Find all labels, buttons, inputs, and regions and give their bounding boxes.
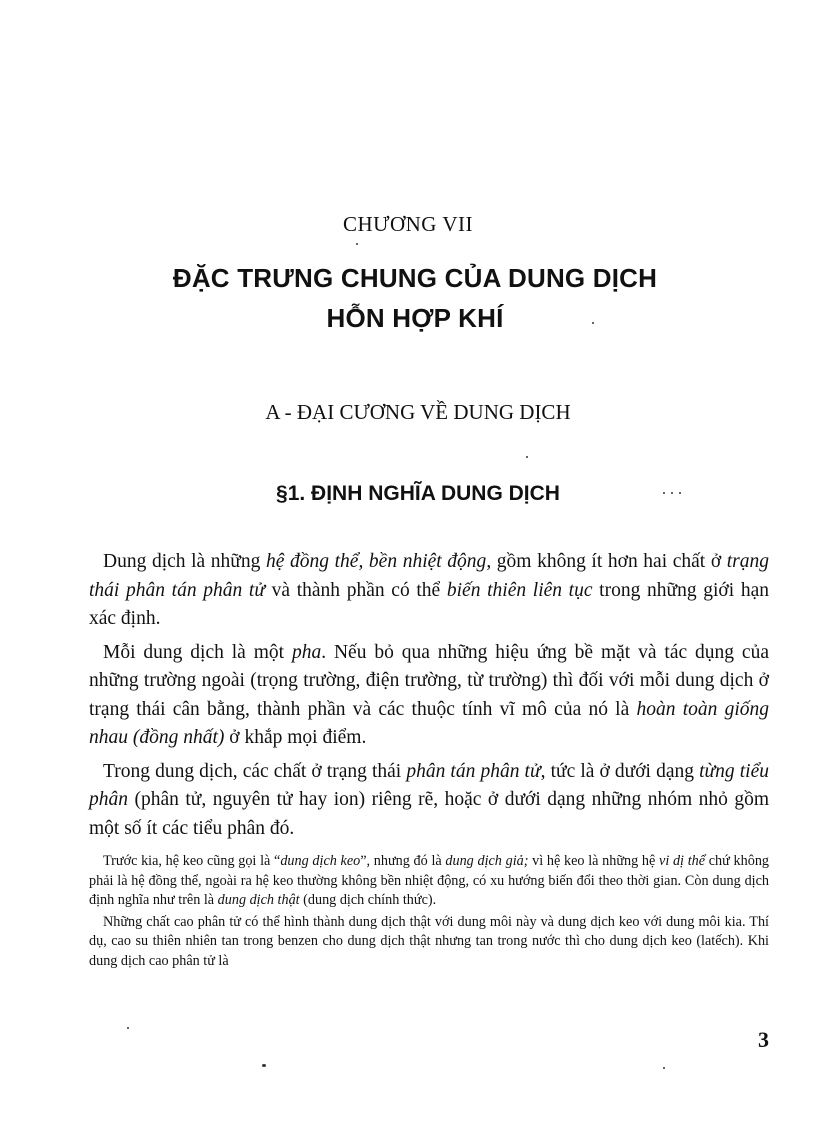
italic-term: dung dịch thật: [217, 892, 300, 908]
scan-speck: [679, 492, 681, 494]
italic-term: vi dị thể: [659, 853, 706, 869]
paragraph-definition: [89, 548, 769, 634]
scan-speck: [262, 1064, 266, 1067]
chapter-title-line-2: HỖN HỢP KHÍ: [326, 303, 504, 333]
text-run: Dung dịch là những: [103, 551, 266, 572]
italic-term: biến thiên liên tục: [446, 579, 593, 601]
note-polymer: Những chất cao phân tử có thể hình thành dung dịch thật với dung môi này và dung dịch keo với dung môi kia. Thí dụ, cao su thiên nhiên tan trong benzen cho dung dịch thật nhưng tan trong nước thì cho dung dịch keo (latếch). Khi dung dịch cao phân tử là: [89, 913, 769, 969]
paragraph-phase: [89, 639, 769, 753]
paragraph-dispersion: [89, 758, 769, 844]
text-run: Trong dung dịch, các chất ở trạng thái: [103, 760, 407, 782]
small-print-notes: [89, 852, 769, 973]
scan-speck: [671, 492, 673, 494]
text-run: Trước kia, hệ keo cũng gọi là “: [103, 853, 281, 869]
text-run: Mỗi dung dịch là một: [103, 641, 292, 663]
text-run: (dung dịch chính thức).: [299, 892, 437, 908]
text-run: ”, nhưng đó là: [360, 853, 446, 869]
text-run: ở khắp mọi điểm.: [224, 727, 367, 748]
scan-speck: [663, 1067, 665, 1069]
scan-speck: [356, 243, 358, 245]
italic-term: phân tán phân tử: [406, 760, 541, 782]
chapter-title-line-1: ĐẶC TRƯNG CHUNG CỦA DUNG DỊCH: [172, 263, 658, 293]
text-run: trong những giới hạn xác định.: [89, 579, 769, 629]
italic-term: dung dịch giả;: [445, 853, 529, 869]
italic-term: từng tiểu phân: [89, 760, 769, 810]
text-run: (phân tử, nguyên tử hay ion) riêng rẽ, hoặc ở dưới dạng những nhóm nhỏ gồm một số ít các tiểu phân đó.: [89, 789, 769, 839]
text-run: và thành phần có thể: [264, 579, 447, 601]
scan-speck: [592, 322, 594, 324]
text-run: , tức là ở dưới dạng: [540, 760, 700, 782]
body-text: [89, 548, 769, 848]
text-run: . Nếu bỏ qua những hiệu ứng bề mặt và tác dụng của những trường ngoài (trọng trường, điện trường, từ trường) thì đối với mỗi dung dịch ở trạng thái cân bằng, thành phần và các thuộc tính vĩ mô của nó là: [89, 641, 769, 720]
page-number: 3: [758, 1027, 769, 1052]
section-a-heading: A - ĐẠI CƯƠNG VỀ DUNG DỊCH: [265, 400, 571, 424]
section-1-heading: §1. ĐỊNH NGHĨA DUNG DỊCH: [276, 482, 560, 505]
text-run: chứ không phải là hệ đồng thể, ngoài ra hệ keo thường không bền nhiệt động, có xu hướng biến đổi theo thời gian. Còn dung dịch định nghĩa như trên là: [89, 853, 770, 908]
scan-speck: [127, 1027, 129, 1029]
chapter-label: CHƯƠNG VII: [343, 212, 473, 236]
chapter-title: [0, 258, 816, 338]
scan-speck: [526, 456, 528, 458]
text-run: vì hệ keo là những hệ: [528, 853, 660, 869]
italic-term: dung dịch keo: [280, 853, 361, 869]
italic-term: hệ đồng thể, bền nhiệt động: [266, 551, 487, 572]
italic-term: pha: [291, 641, 322, 663]
text-run: , gồm không ít hơn hai chất ở: [486, 551, 727, 572]
scan-speck: [663, 492, 665, 494]
italic-term: trạng thái phân tán phân tử: [89, 551, 770, 601]
italic-term: hoàn toàn giống nhau (đồng nhất): [89, 698, 769, 748]
note-colloid: [89, 852, 769, 911]
